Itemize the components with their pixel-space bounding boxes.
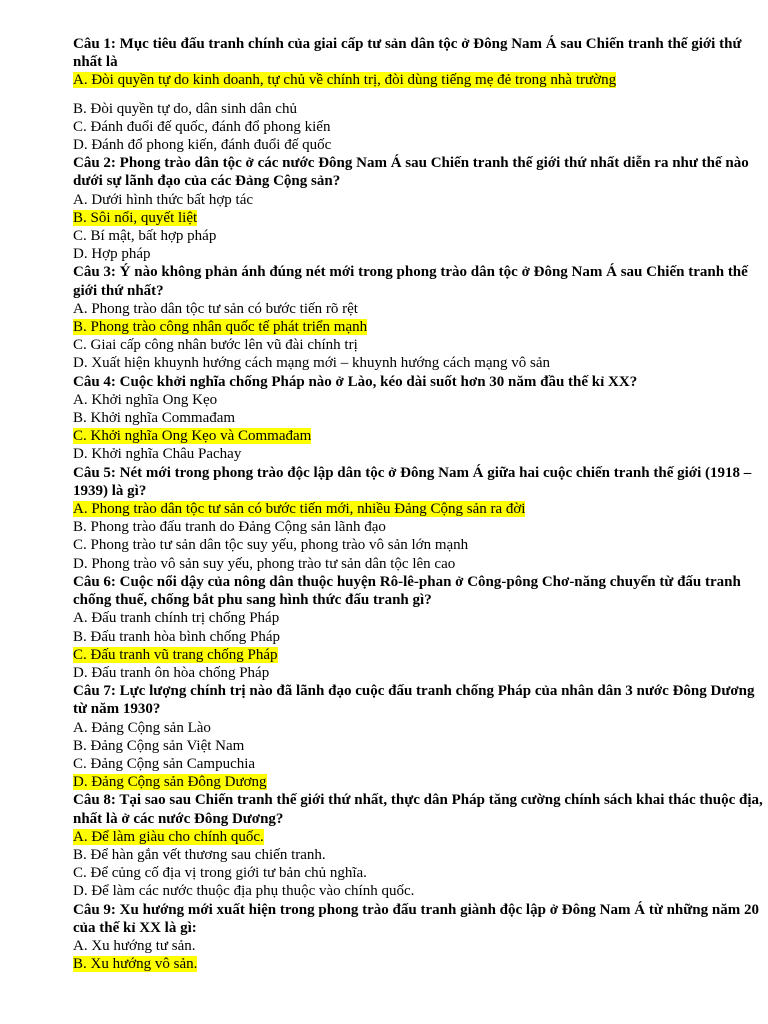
answer-option [73,118,763,136]
answer-option [73,937,763,955]
answer-option [73,646,763,664]
answer-text: A. Phong trào dân tộc tư sản có bước tiến rõ rệt [73,300,358,317]
answer-option [73,955,763,973]
answer-text: B. Đảng Cộng sản Việt Nam [73,737,245,754]
answer-option [73,354,763,372]
question-number: Câu 5: [73,464,116,481]
highlighted-answer-text: A. Để làm giàu cho chính quốc. [73,828,264,845]
question-text: Phong trào dân tộc ở các nước Đông Nam Á sau Chiến tranh thế giới thứ nhất diễn ra như thế nào dưới sự lãnh đạo của các Đảng Cộng sản? [73,155,749,190]
answer-option [73,828,763,846]
question-number: Câu 6: [73,573,116,590]
answer-option [73,245,763,263]
question-number: Câu 9: [73,901,116,918]
answer-option [73,500,763,518]
question-block [73,263,763,372]
highlighted-answer-text: A. Đòi quyền tự do kinh doanh, tự chủ về chính trị, đòi dùng tiếng mẹ đẻ trong nhà trường [73,72,617,89]
question-number: Câu 4: [73,373,116,390]
answer-option [73,737,763,755]
question-number: Câu 3: [73,264,116,281]
answer-option [73,755,763,773]
answer-text: C. Để củng cố địa vị trong giới tư bản chủ nghĩa. [73,865,367,882]
question-title [73,464,763,500]
answer-option [73,191,763,209]
spacer [73,90,763,100]
question-title [73,573,763,609]
question-block [73,682,763,791]
answer-text: D. Đấu tranh ôn hòa chống Pháp [73,664,270,681]
highlighted-answer-text: A. Phong trào dân tộc tư sản có bước tiến mới, nhiều Đảng Cộng sản ra đời [73,501,526,518]
answer-text: B. Đấu tranh hòa bình chống Pháp [73,628,281,645]
answer-option [73,555,763,573]
answer-option [73,536,763,554]
question-text: Cuộc khởi nghĩa chống Pháp nào ở Lào, kéo dài suốt hơn 30 năm đầu thế kỉ XX? [119,373,638,390]
question-title [73,263,763,299]
answer-option [73,409,763,427]
answer-option [73,846,763,864]
answer-option [73,882,763,900]
answer-option [73,864,763,882]
answer-option [73,318,763,336]
answer-option [73,445,763,463]
answer-text: D. Khởi nghĩa Châu Pachay [73,446,242,463]
answer-option [73,300,763,318]
answer-text: A. Dưới hình thức bất hợp tác [73,191,254,208]
answer-option [73,71,763,89]
question-number: Câu 8: [73,792,116,809]
answer-option [73,664,763,682]
answer-text: C. Đánh đuổi đế quốc, đánh đổ phong kiến [73,118,331,135]
highlighted-answer-text: B. Phong trào công nhân quốc tế phát triển mạnh [73,319,368,336]
document-page [73,35,763,973]
answer-option [73,391,763,409]
question-title [73,373,763,391]
question-text: Xu hướng mới xuất hiện trong phong trào đấu tranh giành độc lập ở Đông Nam Á từ những năm 20 của thế kỉ XX là gì: [73,901,759,936]
question-title [73,154,763,190]
highlighted-answer-text: D. Đảng Cộng sản Đông Dương [73,774,267,791]
answer-text: D. Đánh đổ phong kiến, đánh đuổi đế quốc [73,137,332,154]
answer-text: D. Để làm các nước thuộc địa phụ thuộc vào chính quốc. [73,883,415,900]
question-title [73,791,763,827]
highlighted-answer-text: C. Khởi nghĩa Ong Kẹo và Commađam [73,428,312,445]
answer-text: B. Khởi nghĩa Commađam [73,410,236,427]
answer-text: C. Bí mật, bất hợp pháp [73,228,217,245]
answer-option [73,719,763,737]
answer-text: C. Đảng Cộng sản Campuchia [73,755,256,772]
question-block [73,373,763,464]
question-title [73,35,763,71]
answer-option [73,427,763,445]
question-text: Tại sao sau Chiến tranh thế giới thứ nhất, thực dân Pháp tăng cường chính sách khai thác thuộc địa, nhất là ở các nước Đông Dương? [73,792,763,827]
question-block [73,901,763,974]
answer-option [73,100,763,118]
answer-text: A. Đấu tranh chính trị chống Pháp [73,610,280,627]
question-text: Cuộc nổi dậy của nông dân thuộc huyện Rô-lê-phan ở Công-pông Chơ-năng chuyển từ đấu tranh chống thuế, chống bắt phu sang hình thức đấu tranh gì? [73,573,741,609]
answer-option [73,136,763,154]
question-number: Câu 2: [73,155,116,172]
answer-text: C. Giai cấp công nhân bước lên vũ đài chính trị [73,337,358,354]
question-block [73,791,763,900]
answer-option [73,628,763,646]
question-text: Lực lượng chính trị nào đã lãnh đạo cuộc đấu tranh chống Pháp của nhân dân 3 nước Đông Dương từ năm 1930? [73,683,755,718]
answer-text: C. Phong trào tư sản dân tộc suy yếu, phong trào vô sản lớn mạnh [73,537,469,554]
answer-text: D. Hợp pháp [73,246,151,263]
question-block [73,464,763,573]
answer-text: D. Xuất hiện khuynh hướng cách mạng mới – khuynh hướng cách mạng vô sản [73,355,551,372]
answer-text: A. Đảng Cộng sản Lào [73,719,211,736]
answer-option [73,227,763,245]
answer-text: D. Phong trào vô sản suy yếu, phong trào tư sản dân tộc lên cao [73,555,456,572]
highlighted-answer-text: B. Xu hướng vô sản. [73,956,198,973]
answer-option [73,209,763,227]
question-text: Ý nào không phản ánh đúng nét mới trong phong trào dân tộc ở Đông Nam Á sau Chiến tranh thế giới thứ nhất? [73,264,748,299]
answer-text: A. Khởi nghĩa Ong Kẹo [73,391,218,408]
answer-text: B. Đòi quyền tự do, dân sinh dân chủ [73,100,297,117]
question-number: Câu 7: [73,683,116,700]
question-text: Nét mới trong phong trào độc lập dân tộc ở Đông Nam Á giữa hai cuộc chiến tranh thế giới (1918 – 1939) là gì? [73,464,752,499]
answer-option [73,518,763,536]
highlighted-answer-text: B. Sôi nổi, quyết liệt [73,209,198,226]
answer-text: B. Phong trào đấu tranh do Đảng Cộng sản lãnh đạo [73,519,386,536]
question-title [73,682,763,718]
question-block [73,35,763,154]
question-block [73,573,763,682]
answer-option [73,609,763,627]
question-number: Câu 1: [73,36,116,52]
answer-text: B. Để hàn gắn vết thương sau chiến tranh. [73,846,326,863]
question-title [73,901,763,937]
question-text: Mục tiêu đấu tranh chính của giai cấp tư sản dân tộc ở Đông Nam Á sau Chiến tranh thế giới thứ nhất là [73,36,742,71]
answer-option [73,773,763,791]
answer-text: A. Xu hướng tư sản. [73,937,196,954]
answer-option [73,336,763,354]
highlighted-answer-text: C. Đấu tranh vũ trang chống Pháp [73,646,278,663]
question-block [73,154,763,263]
